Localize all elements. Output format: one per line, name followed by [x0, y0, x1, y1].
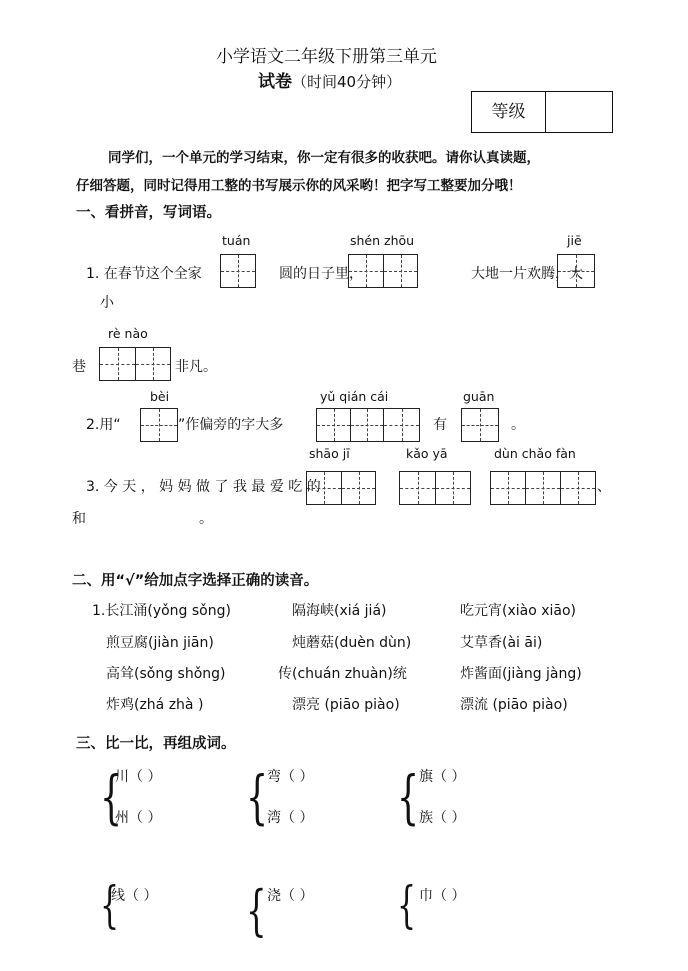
brace-icon: { — [397, 763, 420, 831]
word-item[interactable]: 弯（ ） — [267, 769, 314, 785]
word-item[interactable]: 旗（ ） — [419, 769, 466, 785]
option-item[interactable]: 高耸(sǒng shǒng) — [106, 666, 226, 682]
word-item[interactable]: 湾（ ） — [267, 810, 314, 826]
writing-grid[interactable] — [220, 254, 256, 288]
word-item[interactable]: 川（ ） — [115, 769, 162, 785]
writing-grid[interactable] — [461, 408, 499, 442]
time-limit: （时间40分钟） — [292, 73, 402, 91]
q1-text-4: 小 — [100, 295, 114, 311]
brace-icon: { — [100, 876, 120, 934]
option-item[interactable]: 漂亮 (piāo piào) — [292, 697, 400, 713]
writing-grid[interactable] — [306, 471, 376, 505]
option-item[interactable]: 艾草香(ài āi) — [460, 635, 543, 651]
page-title: 小学语文二年级下册第三单元 — [216, 47, 437, 67]
brace-icon: { — [246, 763, 269, 831]
page-subtitle — [258, 67, 401, 92]
q3-text-2: 、 — [597, 479, 611, 495]
pinyin-bei: bèi — [150, 389, 170, 404]
intro-line-1: 同学们，一个单元的学习结束，你一定有很多的收获吧。请你认真读题， — [108, 150, 540, 166]
option-item[interactable]: 吃元宵(xiào xiāo) — [460, 603, 577, 619]
pinyin-kaoya: kǎo yā — [406, 446, 448, 461]
pinyin-tuan: tuán — [222, 233, 251, 248]
section-3-title: 三、比一比，再组成词。 — [76, 736, 236, 752]
q1-text-2: 圆的日子里， — [279, 266, 363, 282]
q1-text-1: 1. 在春节这个全家 — [86, 266, 202, 282]
grade-box — [471, 91, 613, 133]
q3-text-1: 3. 今 天 ， 妈 妈 做 了 我 最 爱 吃 的 — [86, 479, 321, 495]
brace-icon: { — [397, 876, 417, 934]
q3-text-4: 。 — [199, 511, 213, 527]
q1-text-6: 非凡。 — [175, 359, 217, 375]
q1-text-3: 大地一片欢腾，大 — [471, 266, 583, 282]
q1-text-5: 巷 — [72, 359, 86, 375]
option-item[interactable]: 炸酱面(jiàng jàng) — [460, 666, 582, 682]
writing-grid[interactable] — [399, 471, 471, 505]
option-item[interactable]: 隔海峡(xiá jiá) — [292, 603, 387, 619]
q2-text-3: 有 — [433, 417, 447, 433]
writing-grid[interactable] — [140, 408, 178, 442]
subtitle-bold: 试卷 — [258, 72, 292, 92]
q2-text-4: 。 — [511, 417, 525, 433]
option-item[interactable]: 漂流 (piāo piào) — [460, 697, 568, 713]
word-item[interactable]: 巾（ ） — [419, 888, 466, 904]
writing-grid[interactable] — [557, 254, 595, 288]
writing-grid[interactable] — [99, 347, 171, 381]
pinyin-jie: jiē — [567, 233, 582, 248]
writing-grid[interactable] — [316, 408, 420, 442]
brace-icon: { — [246, 879, 267, 942]
pinyin-dunchaofan: dùn chǎo fàn — [494, 446, 576, 461]
q3-text-3: 和 — [72, 511, 86, 527]
pinyin-renao: rè nào — [108, 326, 148, 341]
brace-icon: { — [100, 763, 123, 831]
word-item[interactable]: 族（ ） — [419, 810, 466, 826]
intro-line-2: 仔细答题，同时记得用工整的书写展示你的风采哟！把字写工整要加分哦！ — [76, 178, 522, 194]
grade-label: 等级 — [472, 92, 546, 132]
option-item[interactable]: 炸鸡(zhá zhà ) — [106, 697, 204, 713]
pinyin-shaoji: shāo jī — [309, 446, 350, 461]
word-item[interactable]: 线（ ） — [111, 888, 158, 904]
writing-grid[interactable] — [348, 254, 418, 288]
q2-text-2: ”作偏旁的字大多 — [178, 417, 284, 433]
pinyin-guan: guān — [463, 389, 495, 404]
writing-grid[interactable] — [490, 471, 596, 505]
option-item[interactable]: 传(chuán zhuàn)统 — [278, 666, 407, 682]
word-item[interactable]: 浇（ ） — [267, 888, 314, 904]
section-2-title: 二、用“√”给加点字选择正确的读音。 — [72, 573, 319, 589]
pinyin-yuqiancai: yǔ qián cái — [320, 389, 389, 404]
section-1-title: 一、看拼音，写词语。 — [76, 205, 221, 221]
word-item[interactable]: 州（ ） — [115, 810, 162, 826]
q2-text-1: 2.用“ — [86, 417, 121, 433]
option-item[interactable]: 1.长江涌(yǒng sǒng) — [92, 603, 231, 619]
option-item[interactable]: 炖蘑菇(duèn dùn) — [292, 635, 412, 651]
pinyin-shenzhou: shén zhōu — [350, 233, 415, 248]
option-item[interactable]: 煎豆腐(jiàn jiān) — [106, 635, 214, 651]
